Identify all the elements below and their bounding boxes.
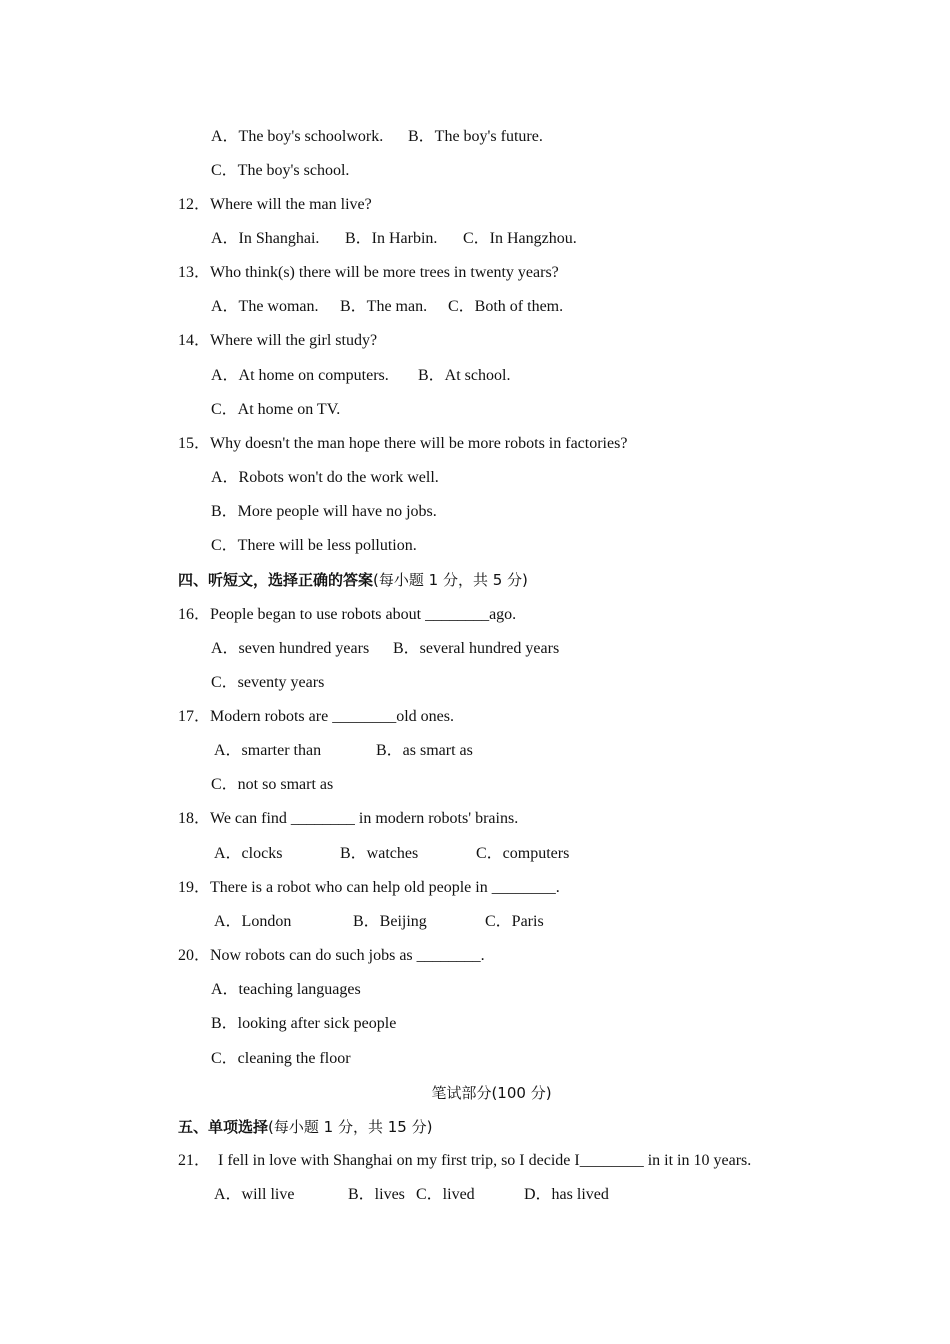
answer-option: B．looking after sick people <box>211 1015 397 1032</box>
answer-option: C．not so smart as <box>211 776 334 793</box>
question-stem: 14．Where will the girl study? <box>178 332 378 349</box>
answer-option: B．Beijing <box>353 913 427 930</box>
answer-option: B．several hundred years <box>393 640 560 657</box>
section-heading-written: 笔试部分(100 分) <box>431 1084 552 1102</box>
answer-option: A．London <box>214 913 292 930</box>
answer-option: C．lived <box>416 1186 475 1203</box>
answer-option: B．watches <box>340 845 419 862</box>
section-title: 四、听短文，选择正确的答案 <box>178 571 374 589</box>
answer-option: C．At home on TV. <box>211 401 341 418</box>
answer-option: B．The boy's future. <box>408 128 543 145</box>
answer-option: C．There will be less pollution. <box>211 537 417 554</box>
question-stem: 13．Who think(s) there will be more trees in twenty years? <box>178 264 559 281</box>
answer-option: B．The man. <box>340 298 428 315</box>
answer-option: A．The boy's schoolwork. <box>211 128 384 145</box>
section-heading <box>178 1117 432 1137</box>
answer-option: A．clocks <box>214 845 283 862</box>
question-stem: 16．People began to use robots about ________ago. <box>178 606 517 623</box>
answer-option: A．seven hundred years <box>211 640 370 657</box>
answer-option: A．In Shanghai. <box>211 230 320 247</box>
answer-option: C．Both of them. <box>448 298 564 315</box>
answer-option: C．In Hangzhou. <box>463 230 577 247</box>
answer-option: C．seventy years <box>211 674 325 691</box>
answer-option: B．More people will have no jobs. <box>211 503 437 520</box>
answer-option: A．Robots won't do the work well. <box>211 469 439 486</box>
answer-option: A．smarter than <box>214 742 322 759</box>
answer-option: D．has lived <box>524 1186 609 1203</box>
answer-option: A．At home on computers. <box>211 367 389 384</box>
answer-option: A．will live <box>214 1186 295 1203</box>
question-stem: 21． I fell in love with Shanghai on my first trip, so I decide I________ in it in 10 years. <box>178 1152 752 1169</box>
answer-option: C．cleaning the floor <box>211 1050 351 1067</box>
answer-option: C．The boy's school. <box>211 162 350 179</box>
answer-option: B．as smart as <box>376 742 473 759</box>
answer-option: A．teaching languages <box>211 981 361 998</box>
question-stem: 18．We can find ________ in modern robots' brains. <box>178 810 519 827</box>
question-stem: 12．Where will the man live? <box>178 196 372 213</box>
section-heading <box>178 570 528 590</box>
section-title: 五、单项选择 <box>178 1118 269 1136</box>
section-score: (每小题 1 分，共 5 分) <box>373 571 528 589</box>
question-stem: 19．There is a robot who can help old people in ________. <box>178 879 560 896</box>
section-score: (每小题 1 分，共 15 分) <box>268 1118 433 1136</box>
question-stem: 15．Why doesn't the man hope there will be more robots in factories? <box>178 435 628 452</box>
question-stem: 20．Now robots can do such jobs as ________. <box>178 947 485 964</box>
answer-option: B．lives <box>348 1186 405 1203</box>
answer-option: C．computers <box>476 845 570 862</box>
answer-option: A．The woman. <box>211 298 319 315</box>
answer-option: C．Paris <box>485 913 544 930</box>
question-stem: 17．Modern robots are ________old ones. <box>178 708 454 725</box>
answer-option: B．In Harbin. <box>345 230 438 247</box>
answer-option: B．At school. <box>418 367 511 384</box>
